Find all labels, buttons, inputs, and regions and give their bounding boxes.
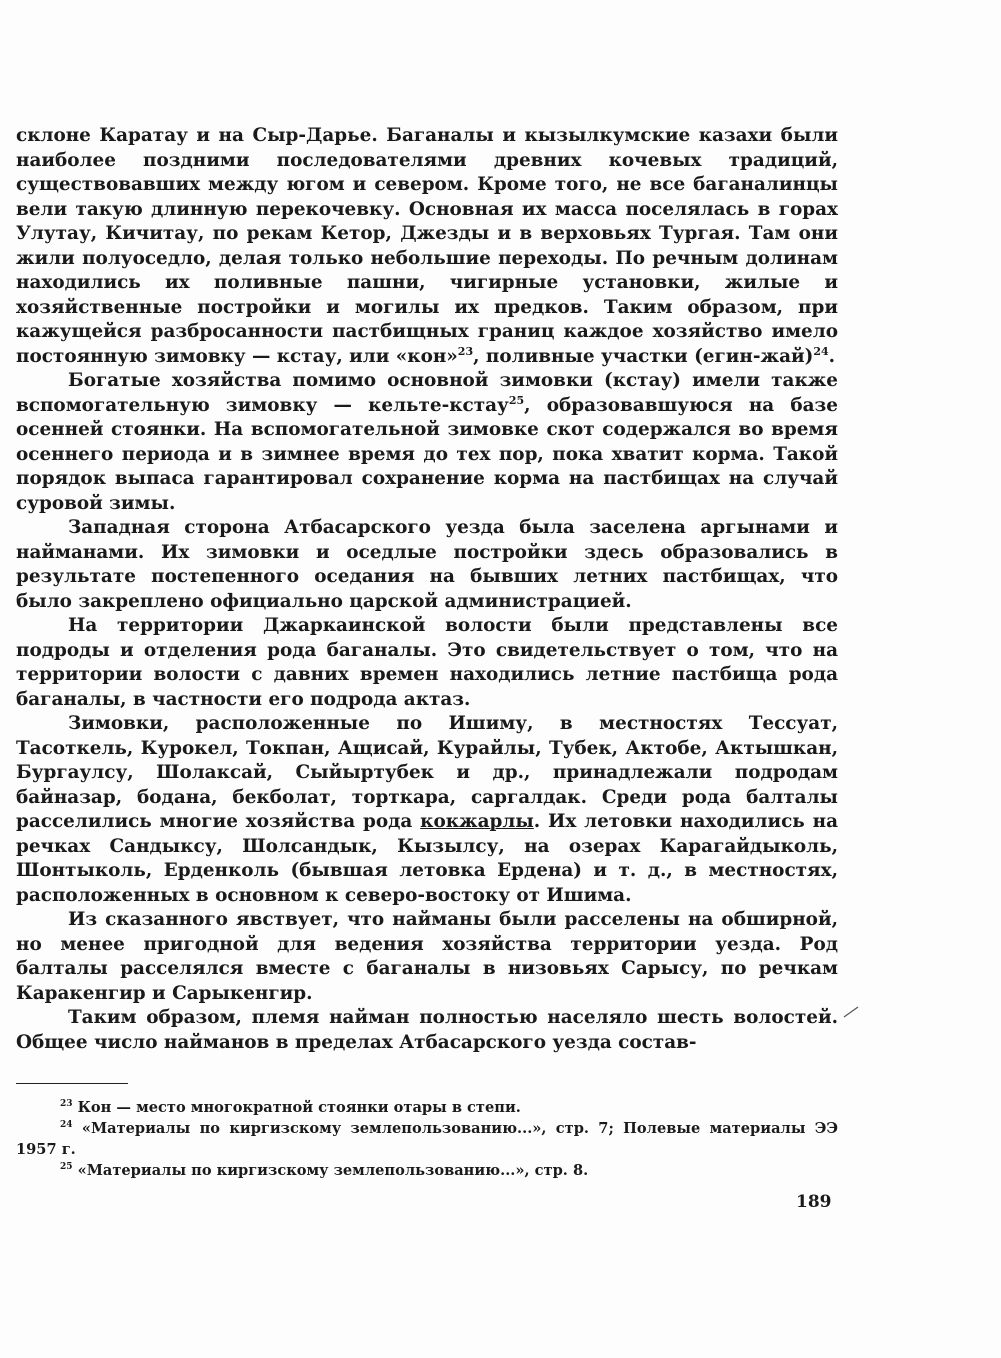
- footnote-25: $^{25}$ «Материалы по киргизскому землепользованию...», стр. 8.: [60, 1162, 589, 1179]
- paragraph-2: Богатые хозяйства помимо основной зимовки (кстау) имели также вспомогательную зимовку — кельте-кстау$^{25}$, образовавшуюся на базе осенней стоянки. На вспомогательной зимовке скот содержался во время осеннего периода и в зимнее время до тех пор, пока хватит корма. Такой порядок выпаса гарантировал сохранение корма на пастбищах на случай суровой зимы.: [16, 370, 838, 514]
- footnote-ref-24: 24: [813, 344, 829, 358]
- page-number: 189: [796, 1192, 832, 1212]
- underlined-word: кокжарлы: [420, 811, 534, 832]
- footnote-divider: [16, 1083, 128, 1084]
- footnote-ref-23: 23: [457, 344, 474, 358]
- paragraph-4: На территории Джаркаинской волости были представлены все подроды и отделения рода баганалы. Это свидетельствует о том, что на территории волости с давних времен находились летние пастбища рода баганалы, в частности его подрода актаз.: [16, 615, 838, 710]
- paragraph-3: Западная сторона Атбасарского уезда была заселена аргынами и найманами. Их зимовки и оседлые постройки здесь образовались в результате постепенного оседания на бывших летних пастбищах, что было закреплено официально царской администрацией.: [16, 517, 838, 612]
- paragraph-5: Зимовки, расположенные по Ишиму, в местностях Тессуат, Тасоткель, Курокел, Токпан, Ащисай, Курайлы, Тубек, Актобе, Актышкан, Бургаулсу, Шолаксай, Сыйыртубек и др., принадлежали подродам байназар, бодана, бекболат, торткара, саргалдак. Среди рода балталы расселились многие хозяйства рода кокжарлы. Их летовки находились на речках Сандыксу, Шолсандык, Кызылсу, на озерах Карагайдыколь, Шонтыколь, Ерденколь (бывшая летовка Ердена) и т. д., в местностях, расположенных в основном к северо-востоку от Ишима.: [16, 713, 838, 906]
- paragraph-1: склоне Каратау и на Сыр-Дарье. Баганалы и кызылкумские казахи были наиболее поздними последователями древних кочевых традиций, существовавших между югом и севером. Кроме того, не все баганалинцы вели такую длинную перекочевку. Основная их масса поселялась в горах Улутау, Кичитау, по рекам Кетор, Джезды и в верховьях Тургая. Там они жили полуоседло, делая только небольшие переходы. По речным долинам находились их поливные пашни, чигирные установки, жилые и хозяйственные постройки и могилы их предков. Таким образом, при кажущейся разбросанности пастбищных границ каждое хозяйство имело постоянную зимовку — кстау, или «кон»$^{23}$, поливные участки (егин-жай)$^{24}$.: [16, 125, 838, 367]
- footnote-23: $^{23}$ Кон — место многократной стоянки отары в степи.: [60, 1099, 521, 1116]
- footnote-24: $^{24}$ «Материалы по киргизскому землепользованию...», стр. 7; Полевые материалы ЭЭ 1957 г.: [16, 1120, 838, 1158]
- pen-mark-icon: [843, 1006, 859, 1018]
- paragraph-7: Таким образом, племя найман полностью населяло шесть волостей. Общее число найманов в пределах Атбасарского уезда состав-: [16, 1007, 838, 1053]
- footnote-ref-25: 25: [508, 393, 525, 407]
- main-text: [16, 124, 838, 1055]
- footnotes: [16, 1097, 838, 1181]
- paragraph-6: Из сказанного явствует, что найманы были расселены на обширной, но менее пригодной для ведения хозяйства территории уезда. Род балталы расселялся вместе с баганалы в низовьях Сарысу, по речкам Каракенгир и Сарыкенгир.: [16, 909, 838, 1004]
